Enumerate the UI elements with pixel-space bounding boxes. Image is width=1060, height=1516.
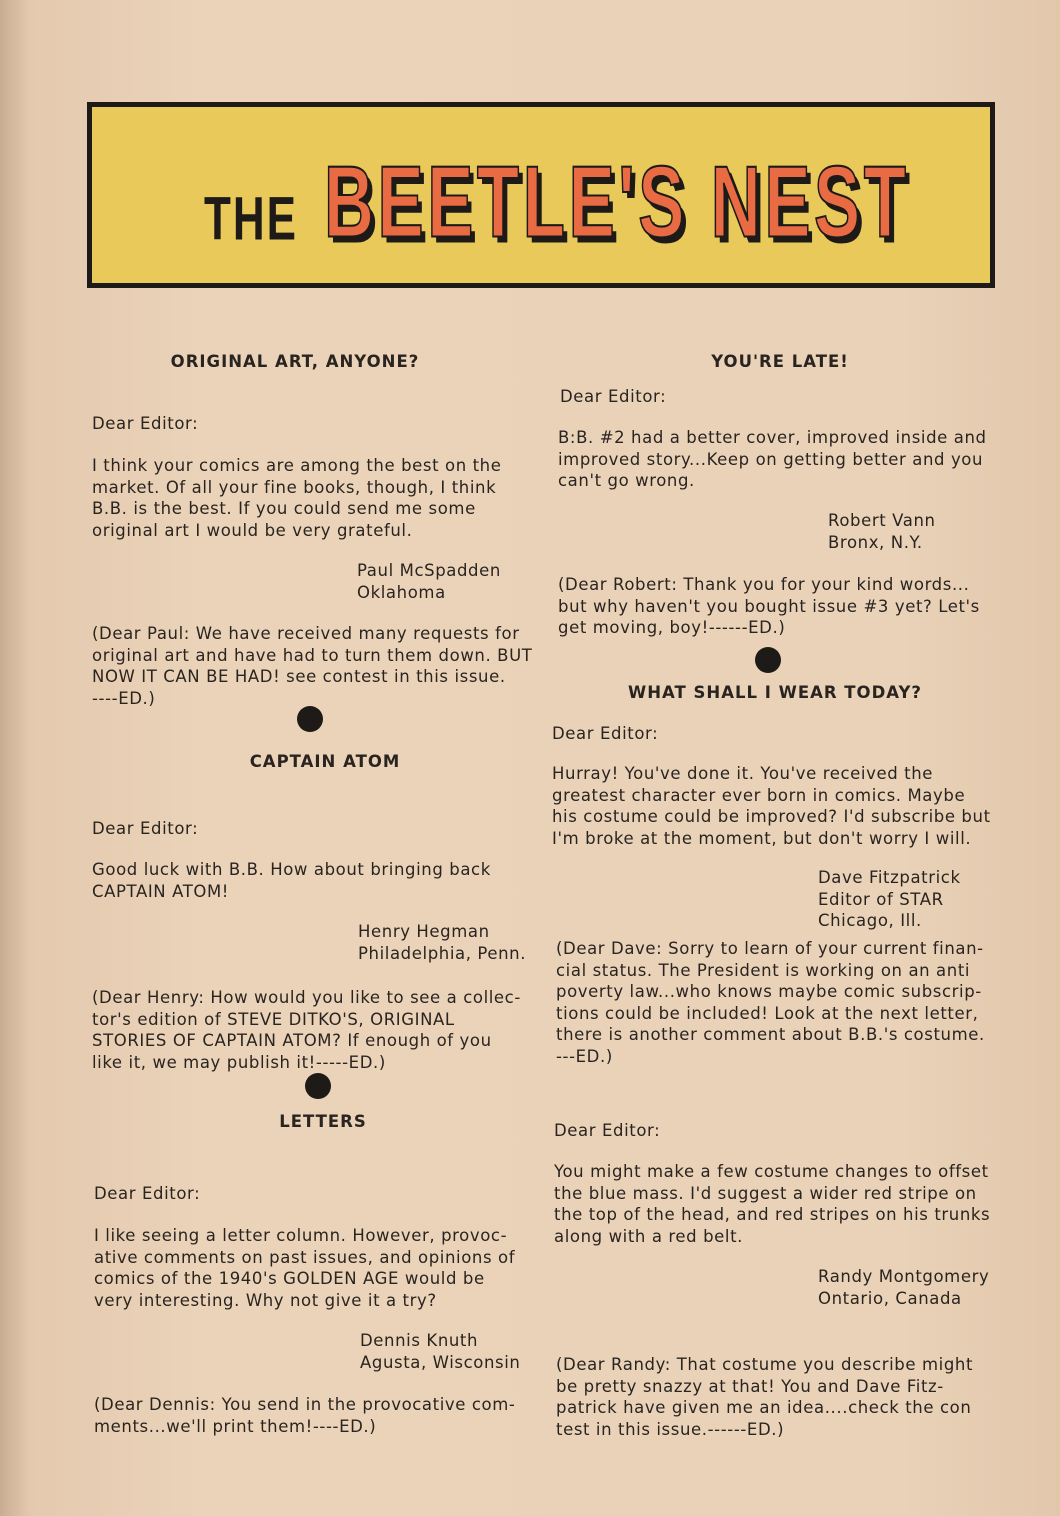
letter-body: Good luck with B.B. How about bringing back CAPTAIN ATOM! — [92, 860, 491, 901]
editor-reply: (Dear Robert: Thank you for your kind words... but why haven't you bought issue #3 yet? Let's get moving, boy!------ED.) — [558, 575, 980, 637]
bullet-divider — [755, 647, 781, 673]
letter-signature: Paul McSpadden Oklahoma — [357, 561, 501, 602]
letter-body: B:B. #2 had a better cover, improved inside and improved story...Keep on getting better and you can't go wrong. — [558, 428, 987, 490]
title-main: BEETLE'S NEST — [324, 146, 910, 259]
letter-heading: CAPTAIN ATOM — [249, 752, 401, 771]
letter-heading: YOU'RE LATE! — [711, 352, 849, 371]
salutation: Dear Editor: — [92, 819, 199, 838]
letter-signature: Henry Hegman Philadelphia, Penn. — [358, 922, 527, 963]
salutation: Dear Editor: — [94, 1184, 201, 1203]
bullet-divider — [297, 706, 323, 732]
letter-heading: WHAT SHALL I WEAR TODAY? — [628, 683, 922, 702]
salutation: Dear Editor: — [92, 414, 199, 433]
title-banner — [87, 102, 995, 288]
salutation: Dear Editor: — [554, 1121, 661, 1140]
salutation: Dear Editor: — [552, 724, 659, 743]
letter-body: I like seeing a letter column. However, provoc- ative comments on past issues, and opinions of comics of the 1940's GOLDEN AGE would be very interesting. Why not give it a try? — [94, 1226, 516, 1310]
salutation: Dear Editor: — [560, 387, 667, 406]
letter-signature: Robert Vann Bronx, N.Y. — [828, 511, 936, 552]
editor-reply: (Dear Dennis: You send in the provocative com- ments...we'll print them!----ED.) — [94, 1395, 516, 1436]
letter-signature: Dave Fitzpatrick Editor of STAR Chicago, Ill. — [818, 868, 961, 930]
editor-reply: (Dear Paul: We have received many requests for original art and have had to turn them down. BUT NOW IT CAN BE HAD! see contest in this issue. ----ED.) — [92, 624, 533, 708]
editor-reply: (Dear Dave: Sorry to learn of your current finan- cial status. The President is working on an anti poverty law...who knows maybe comic subscrip- tions could be included! Look at the next letter, there is another comment about B.B.'s costume. ---ED.) — [556, 939, 985, 1066]
letter-signature: Dennis Knuth Agusta, Wisconsin — [360, 1331, 521, 1372]
letter-body: You might make a few costume changes to offset the blue mass. I'd suggest a wider red stripe on the top of the head, and red stripes on his trunks along with a red belt. — [554, 1162, 991, 1246]
letter-signature: Randy Montgomery Ontario, Canada — [818, 1267, 990, 1308]
editor-reply: (Dear Randy: That costume you describe might be pretty snazzy at that! You and Dave Fitz- patrick have given me an idea....check the con test in this issue.------ED.) — [556, 1355, 974, 1439]
letter-heading: LETTERS — [279, 1112, 367, 1131]
letter-heading: ORIGINAL ART, ANYONE? — [170, 352, 420, 371]
editor-reply: (Dear Henry: How would you like to see a collec- tor's edition of STEVE DITKO'S, ORIGINAL STORIES OF CAPTAIN ATOM? If enough of you like it, we may publish it!-----ED.) — [92, 988, 521, 1072]
letter-body: Hurray! You've done it. You've received the greatest character ever born in comics. Maybe his costume could be improved? I'd subscribe but I'm broke at the moment, but don't worry I will. — [552, 764, 991, 848]
letter-body: I think your comics are among the best on the market. Of all your fine books, though, I think B.B. is the best. If you could send me some original art I would be very grateful. — [92, 456, 502, 540]
title-prefix: THE — [204, 185, 298, 254]
bullet-divider — [305, 1073, 331, 1099]
